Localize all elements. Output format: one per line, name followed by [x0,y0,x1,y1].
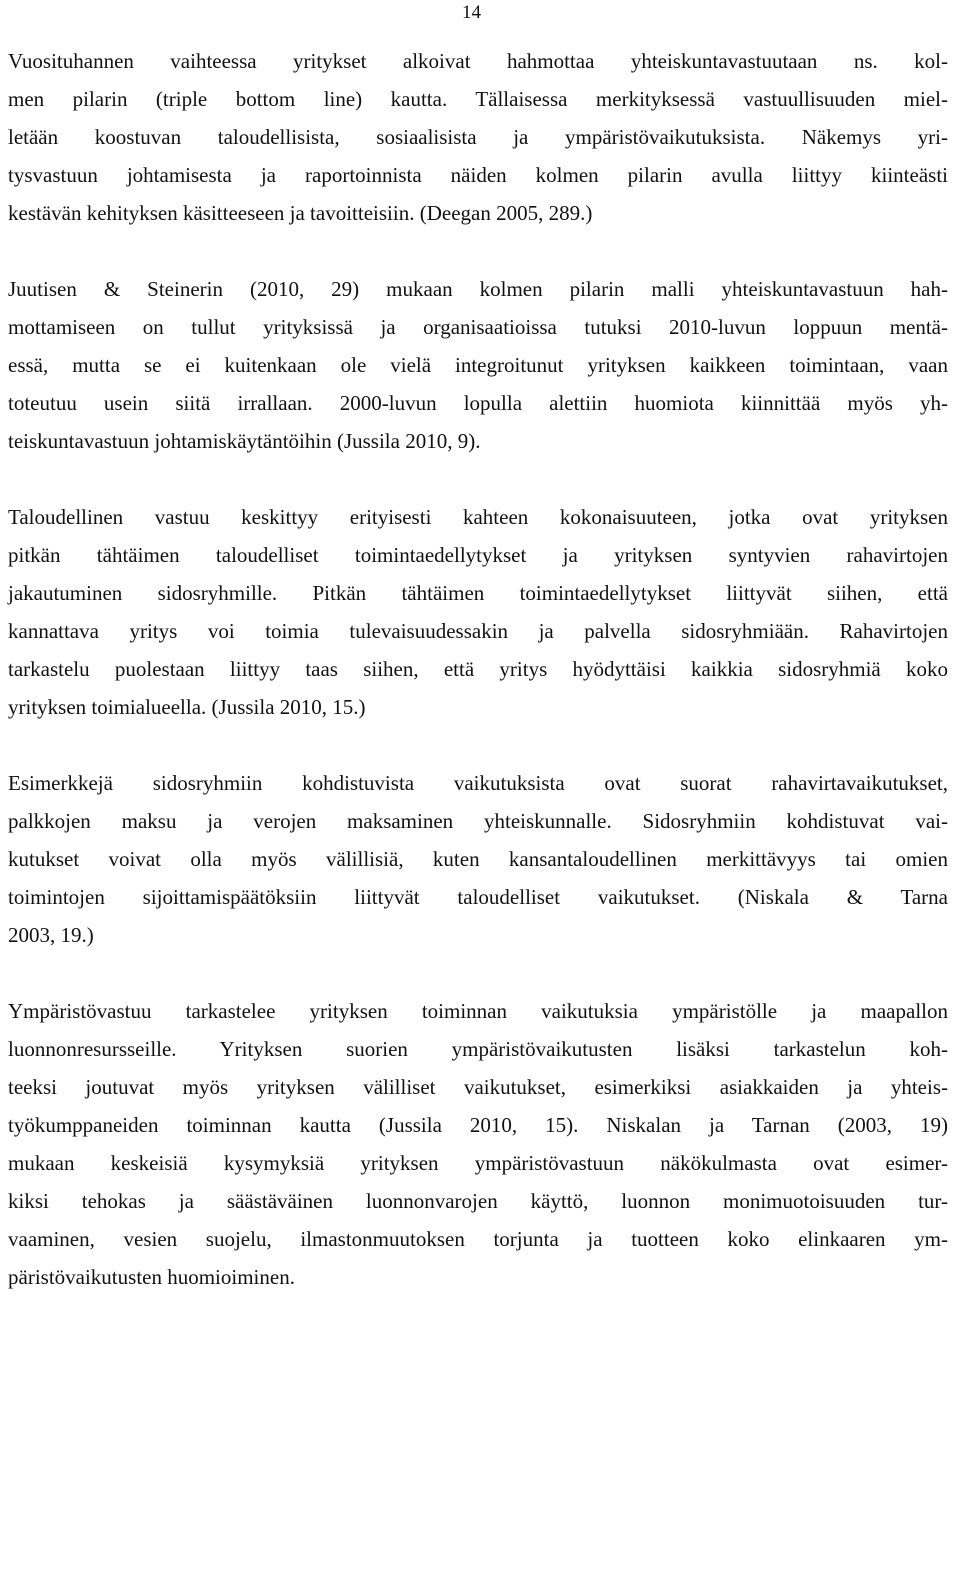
text-line: mottamiseen on tullut yrityksissä ja organisaatioissa tutuksi 2010-luvun loppuun mentä- [8,315,948,339]
text-line: Juutisen & Steinerin (2010, 29) mukaan kolmen pilarin malli yhteiskuntavastuun hah- [8,277,948,301]
text-line: toimintojen sijoittamispäätöksiin liittyvät taloudelliset vaikutukset. (Niskala & Tarna [8,885,948,909]
paragraph [8,764,948,954]
text-line: kestävän kehityksen käsitteeseen ja tavoitteisiin. (Deegan 2005, 289.) [8,201,593,225]
paragraph [8,42,948,232]
text-line: vaaminen, vesien suojelu, ilmastonmuutoksen torjunta ja tuotteen koko elinkaaren ym- [8,1227,948,1251]
text-line: kutukset voivat olla myös välillisiä, kuten kansantaloudellinen merkittävyys tai omien [8,847,948,871]
text-line: teeksi joutuvat myös yrityksen välilliset vaikutukset, esimerkiksi asiakkaiden ja yhteis- [8,1075,948,1099]
text-line: Taloudellinen vastuu keskittyy erityisesti kahteen kokonaisuuteen, jotka ovat yrityksen [8,505,948,529]
text-line: toteutuu usein siitä irrallaan. 2000-luvun lopulla alettiin huomiota kiinnittää myös yh- [8,391,948,415]
text-line: kannattava yritys voi toimia tulevaisuudessakin ja palvella sidosryhmiään. Rahavirtojen [8,619,948,643]
text-line: päristövaikutusten huomioiminen. [8,1265,295,1289]
text-line: Ympäristövastuu tarkastelee yrityksen toiminnan vaikutuksia ympäristölle ja maapallon [8,999,948,1023]
text-line: teiskuntavastuun johtamiskäytäntöihin (Jussila 2010, 9). [8,429,481,453]
text-line: essä, mutta se ei kuitenkaan ole vielä integroitunut yrityksen kaikkeen toimintaan, vaan [8,353,948,377]
page-number: 14 [462,2,481,23]
text-line: jakautuminen sidosryhmille. Pitkän tähtäimen toimintaedellytykset liittyvät siihen, että [8,581,948,605]
text-line: tysvastuun johtamisesta ja raportoinnista näiden kolmen pilarin avulla liittyy kiinteästi [8,163,948,187]
text-line: palkkojen maksu ja verojen maksaminen yhteiskunnalle. Sidosryhmiin kohdistuvat vai- [8,809,948,833]
text-line: men pilarin (triple bottom line) kautta. Tällaisessa merkityksessä vastuullisuuden miel- [8,87,948,111]
text-line: luonnonresursseille. Yrityksen suorien ympäristövaikutusten lisäksi tarkastelun koh- [8,1037,948,1061]
paragraph [8,270,948,460]
text-line: 2003, 19.) [8,923,94,947]
text-line: kiksi tehokas ja säästäväinen luonnonvarojen käyttö, luonnon monimuotoisuuden tur- [8,1189,948,1213]
text-line: pitkän tähtäimen taloudelliset toimintaedellytykset ja yrityksen syntyvien rahavirtojen [8,543,948,567]
text-line: letään koostuvan taloudellisista, sosiaalisista ja ympäristövaikutuksista. Näkemys yri- [8,125,948,149]
text-line: Vuosituhannen vaihteessa yritykset alkoivat hahmottaa yhteiskuntavastuutaan ns. kol- [8,49,948,73]
text-line: yrityksen toimialueella. (Jussila 2010, 15.) [8,695,366,719]
paragraph [8,498,948,726]
paragraph [8,992,948,1296]
body-text [8,42,948,1334]
text-line: työkumppaneiden toiminnan kautta (Jussila 2010, 15). Niskalan ja Tarnan (2003, 19) [8,1113,948,1137]
text-line: tarkastelu puolestaan liittyy taas siihen, että yritys hyödyttäisi kaikkia sidosryhmiä koko [8,657,948,681]
text-line: Esimerkkejä sidosryhmiin kohdistuvista vaikutuksista ovat suorat rahavirtavaikutukset, [8,771,948,795]
text-line: mukaan keskeisiä kysymyksiä yrityksen ympäristövastuun näkökulmasta ovat esimer- [8,1151,948,1175]
